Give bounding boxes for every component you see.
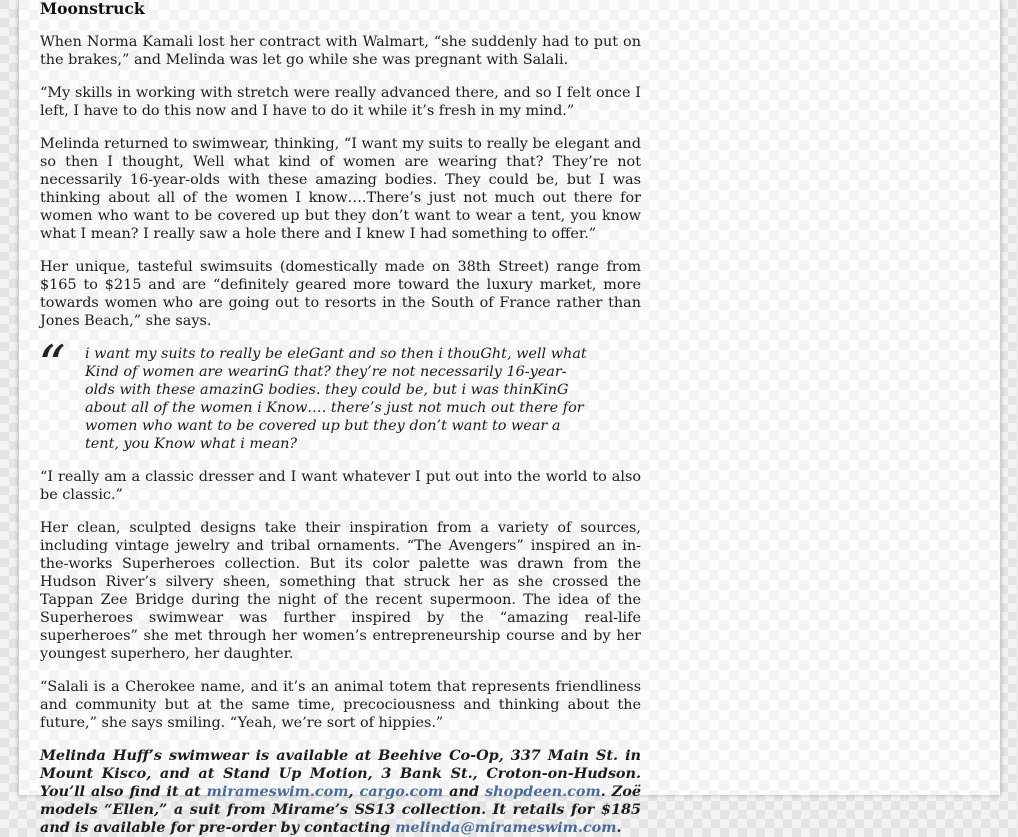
paragraph: Melinda returned to swimwear, thinking, “I want my suits to really be elegant and so then I thought, Well what kind of women are wearing that? They’re not necessarily 16-year-olds with these amazing bodies. They could be, but I was thinking about all of the women I know….There’s just not much out there for women who want to be covered up but they don’t want to wear a tent, you know what I mean? I really saw a hole there and I knew I had something to offer.” — [40, 136, 641, 242]
email-link[interactable]: melinda@mirameswim.com — [395, 819, 617, 836]
paragraph: Her clean, sculpted designs take their inspiration from a variety of sources, including vintage jewelry and tribal ornaments. “The Avengers” inspired an in-the-works Superheroes collection. But its color palette was drawn from the Hudson River’s silvery sheen, something that struck her as she crossed the Tappan Zee Bridge during the night of the recent supermoon. The idea of the Superheroes swimwear was further inspired by the “amazing real-life superheroes” she met through her women’s entrepreneurship course and by her youngest superhero, her daughter. — [40, 520, 641, 662]
pull-quote-text: i want my suits to really be eleGant and so then i thouGht, well what Kind of women are wearinG that? they’re not necessarily 16-year- olds with these amazinG bodies. they could be, but i was thinKinG about all of the women i Know…. there’s just not much out there for women who want to be covered up but they don’t want to wear a tent, you Know what i mean? — [85, 346, 587, 452]
paragraph: When Norma Kamali lost her contract with Walmart, “she suddenly had to put on the brakes,” and Melinda was let go while she was pregnant with Salali. — [40, 34, 641, 68]
credit-text: Melinda Huff’s swimwear is available at Beehive Co-Op, 337 Main St. in Mount Kisco, and at Stand Up Motion, 3 Bank St., Croton-on-Hudson. You’ll also find it at — [40, 747, 641, 800]
paragraph: Her unique, tasteful swimsuits (domestically made on 38th Street) range from $165 to $215 and are “definitely geared more toward the luxury market, more towards women who are going out to resorts in the South of France rather than Jones Beach,” she says. — [40, 259, 641, 329]
article-body — [40, 0, 641, 837]
availability-credit — [40, 747, 641, 837]
link-cargo[interactable]: cargo.com — [359, 783, 444, 800]
page-panel — [18, 0, 1001, 836]
section-heading: Moonstruck — [40, 0, 145, 18]
paragraph: “Salali is a Cherokee name, and it’s an animal totem that represents friendliness and community but at the same time, precociousness and thinking about the future,” she says smiling. “Yeah, we’re sort of hippies.” — [40, 679, 641, 731]
credit-end: . — [616, 819, 622, 836]
quote-mark-icon: “ — [38, 334, 66, 397]
paragraph: “I really am a classic dresser and I want whatever I put out into the world to also be classic.” — [40, 469, 641, 503]
link-shopdeen[interactable]: shopdeen.com — [485, 783, 601, 800]
credit-text: . Zoë models “Ellen,” a suit from Mirame’s SS13 collection. It retails for $185 and is available for pre-order by contacting — [40, 783, 642, 836]
pull-quote — [38, 334, 596, 453]
paragraph: “My skills in working with stretch were really advanced there, and so I felt once I left, I have to do this now and I have to do it while it’s fresh in my mind.” — [40, 85, 641, 119]
credit-separator: , — [348, 783, 360, 800]
link-mirameswim[interactable]: mirameswim.com — [206, 783, 349, 800]
credit-separator: and — [443, 783, 486, 800]
